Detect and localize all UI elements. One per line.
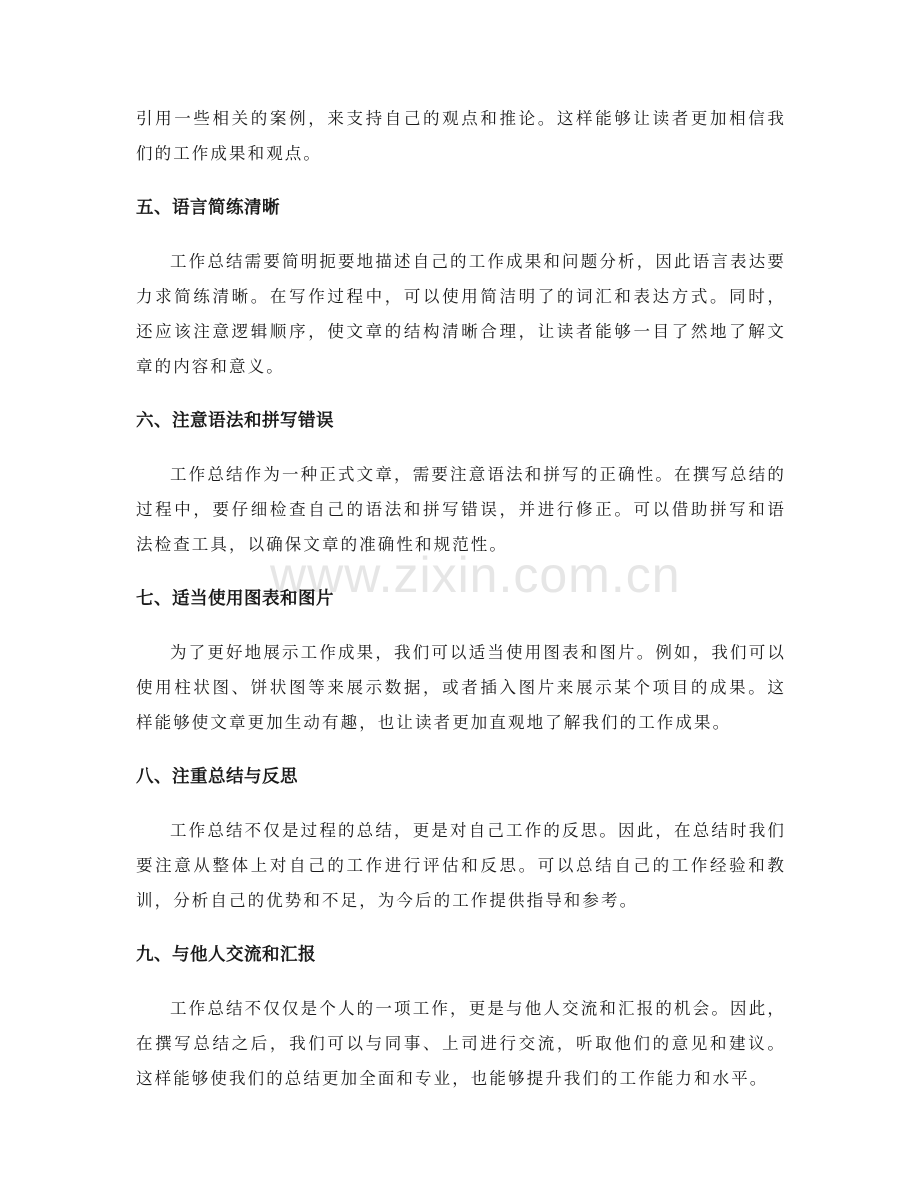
section-paragraph-7: 为了更好地展示工作成果，我们可以适当使用图表和图片。例如，我们可以使用柱状图、饼状图等来展示数据，或者插入图片来展示某个项目的成果。这样能够使文章更加生动有趣，也让读者更加直观地了解我们的工作成果。: [136, 643, 786, 732]
section-heading-9: 九、与他人交流和汇报: [136, 945, 316, 965]
section-paragraph-8: 工作总结不仅是过程的总结，更是对自己工作的反思。因此，在总结时我们要注意从整体上对自己的工作进行评估和反思。可以总结自己的工作经验和教训，分析自己的优势和不足，为今后的工作提供指导和参考。: [136, 821, 786, 910]
intro-paragraph: 引用一些相关的案例，来支持自己的观点和推论。这样能够让读者更加相信我们的工作成果和观点。: [136, 109, 786, 163]
section-heading-6: 六、注意语法和拼写错误: [136, 411, 334, 431]
section-heading-7: 七、适当使用图表和图片: [136, 589, 334, 609]
section-paragraph-9: 工作总结不仅仅是个人的一项工作，更是与他人交流和汇报的机会。因此，在撰写总结之后，我们可以与同事、上司进行交流，听取他们的意见和建议。这样能够使我们的总结更加全面和专业，也能够提升我们的工作能力和水平。: [136, 999, 786, 1088]
section-paragraph-5: 工作总结需要简明扼要地描述自己的工作成果和问题分析，因此语言表达要力求简练清晰。在写作过程中，可以使用简洁明了的词汇和表达方式。同时，还应该注意逻辑顺序，使文章的结构清晰合理，让读者能够一目了然地了解文章的内容和意义。: [136, 252, 786, 376]
watermark-text: www.zixin.com.cn: [270, 547, 681, 603]
section-heading-5: 五、语言简练清晰: [136, 198, 280, 218]
document-body: [136, 101, 786, 1096]
section-heading-8: 八、注重总结与反思: [136, 767, 298, 787]
section-paragraph-6: 工作总结作为一种正式文章，需要注意语法和拼写的正确性。在撰写总结的过程中，要仔细检查自己的语法和拼写错误，并进行修正。可以借助拼写和语法检查工具，以确保文章的准确性和规范性。: [136, 465, 786, 554]
